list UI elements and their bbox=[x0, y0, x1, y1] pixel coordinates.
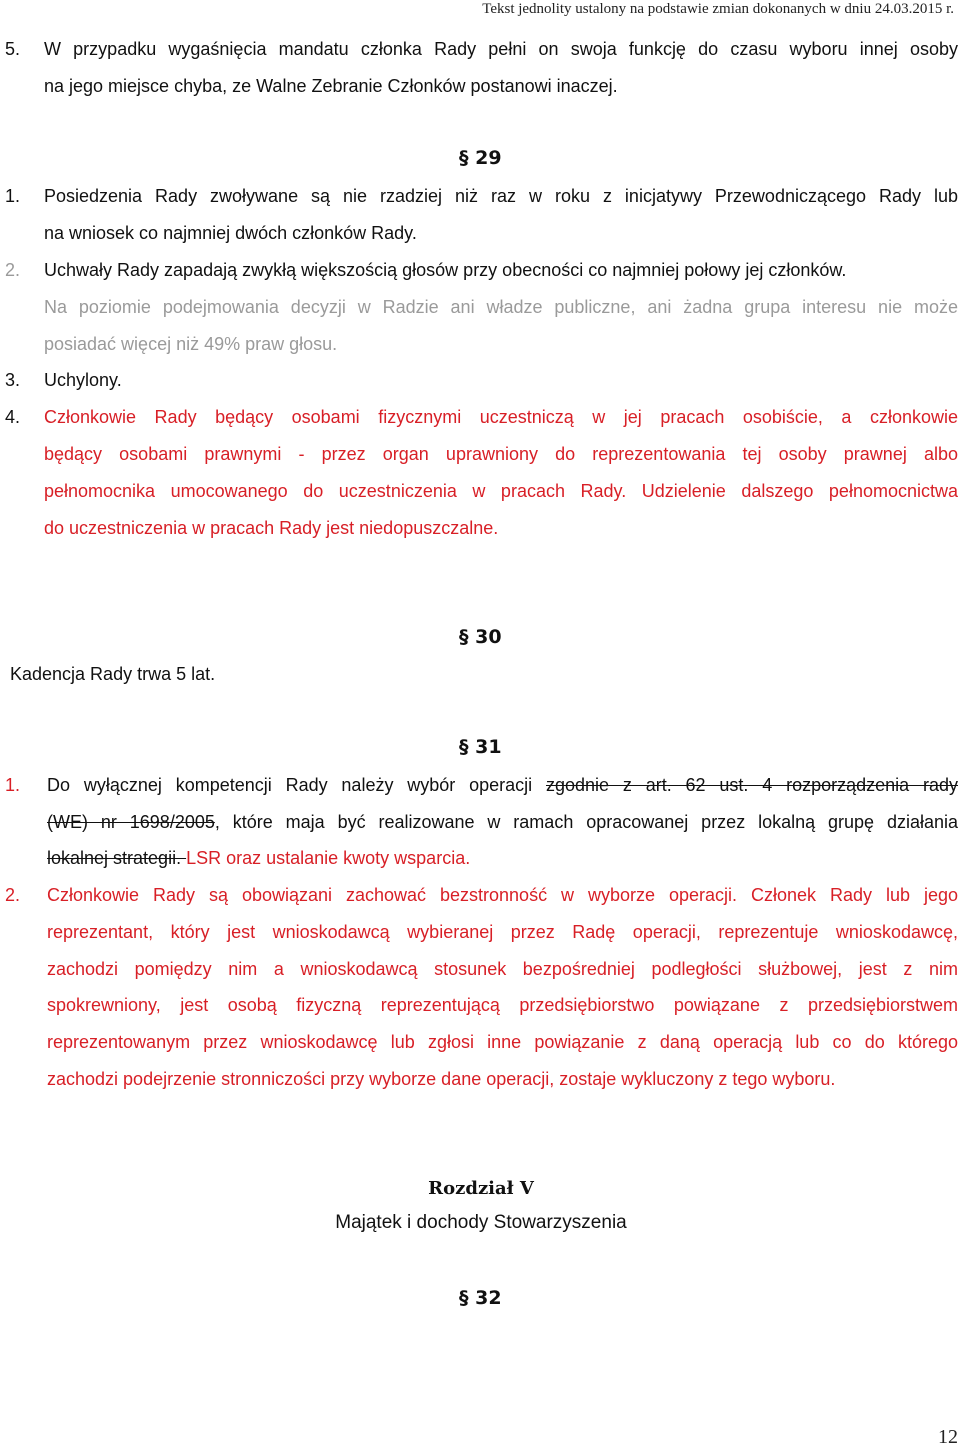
chapter-title: Rozdział V bbox=[428, 1178, 534, 1199]
struck-text: (WE) nr 1698/2005 bbox=[47, 812, 215, 832]
section-31-item-1-line-1 bbox=[0, 767, 960, 804]
item-text: do uczestniczenia w pracach Rady jest niedopuszczalne. bbox=[44, 518, 499, 538]
chapter-subtitle: Majątek i dochody Stowarzyszenia bbox=[335, 1212, 627, 1233]
section-32-title: § 32 bbox=[459, 1287, 502, 1309]
item-number: 4. bbox=[5, 407, 21, 427]
item-text: na jego miejsce chyba, ze Walne Zebranie Członków postanowi inaczej. bbox=[44, 76, 618, 96]
item-text: Członkowie Rady będący osobami fizycznymi uczestniczą w jej pracach osobiście, a członkowie bbox=[44, 407, 958, 427]
text-part: , które maja być realizowane w ramach opracowanej przez lokalną grupę działania bbox=[214, 812, 958, 832]
item-text: pełnomocnika umocowanego do uczestniczenia w pracach Rady. Udzielenie dalszego pełnomocnictwa bbox=[44, 481, 958, 501]
inserted-text: LSR oraz ustalanie kwoty wsparcia. bbox=[186, 848, 471, 868]
section-31-item-1-line-2 bbox=[0, 804, 960, 841]
section-30-text: Kadencja Rady trwa 5 lat. bbox=[10, 664, 216, 684]
text-part: Do wyłącznej kompetencji Rady należy wybór operacji bbox=[47, 775, 546, 795]
item-text: Posiedzenia Rady zwoływane są nie rzadziej niż raz w roku z inicjatywy Przewodniczącego Rady lub bbox=[44, 186, 958, 206]
item-number: 2. bbox=[5, 260, 21, 280]
paragraph-28-item-5-line-1 bbox=[0, 31, 960, 68]
item-text: Na poziomie podejmowania decyzji w Radzie ani władze publiczne, ani żadna grupa interesu nie może bbox=[44, 297, 958, 317]
section-29-item-2-grey-line-1 bbox=[0, 289, 960, 326]
section-31-item-2-line-5 bbox=[0, 1024, 960, 1061]
section-29-item-4-line-2 bbox=[0, 436, 960, 473]
item-number: 3. bbox=[5, 370, 21, 390]
struck-text: zgodnie z art. 62 ust. 4 rozporządzenia rady bbox=[546, 775, 958, 795]
item-text bbox=[47, 767, 958, 804]
item-text: zachodzi podejrzenie stronniczości przy wyborze dane operacji, zostaje wykluczony z tego wyboru. bbox=[47, 1069, 836, 1089]
item-text: Uchylony. bbox=[44, 370, 122, 390]
section-29-item-4-line-3 bbox=[0, 473, 960, 510]
item-text: na wniosek co najmniej dwóch członków Rady. bbox=[44, 223, 417, 243]
item-number: 2. bbox=[5, 885, 21, 905]
section-31-title: § 31 bbox=[459, 736, 502, 758]
item-text: będący osobami prawnymi - przez organ uprawniony do reprezentowania tej osoby prawnej albo bbox=[44, 444, 958, 464]
section-31-item-2-line-3 bbox=[0, 951, 960, 988]
item-text bbox=[47, 804, 958, 841]
header-note: Tekst jednolity ustalony na podstawie zmian dokonanych w dniu 24.03.2015 r. bbox=[482, 1, 954, 17]
item-text: reprezentowanym przez wnioskodawcę lub zgłosi inne powiązanie z daną operacją lub co do którego bbox=[47, 1032, 958, 1052]
section-29-item-2-line-1 bbox=[0, 252, 960, 289]
item-text bbox=[47, 840, 470, 877]
item-text: zachodzi pomiędzy nim a wnioskodawcą stosunek bezpośredniej podległości służbowej, jest z nim bbox=[47, 959, 958, 979]
item-text: Uchwały Rady zapadają zwykłą większością głosów przy obecności co najmniej połowy jej członków. bbox=[44, 260, 847, 280]
section-31-item-2-line-4 bbox=[0, 987, 960, 1024]
section-30-title: § 30 bbox=[459, 626, 502, 648]
item-number: 5. bbox=[5, 39, 21, 59]
item-text: Członkowie Rady są obowiązani zachować bezstronność w wyborze operacji. Członek Rady lub jego bbox=[47, 885, 958, 905]
item-text: posiadać więcej niż 49% praw głosu. bbox=[44, 334, 338, 354]
struck-text: lokalnej strategii. bbox=[47, 848, 187, 868]
section-29-item-1-line-1 bbox=[0, 178, 960, 215]
section-31-item-2-line-1 bbox=[0, 877, 960, 914]
section-31-item-2-line-2 bbox=[0, 914, 960, 951]
item-text: spokrewniony, jest osobą fizyczną reprezentującą przedsiębiorstwo powiązane z przedsiębiorstwem bbox=[47, 995, 958, 1015]
item-number: 1. bbox=[5, 186, 21, 206]
section-29-item-4-line-1 bbox=[0, 399, 960, 436]
page-number: 12 bbox=[938, 1426, 958, 1448]
item-number: 1. bbox=[5, 775, 21, 795]
section-29-title: § 29 bbox=[459, 147, 502, 169]
item-text: reprezentant, który jest wnioskodawcą wybieranej przez Radę operacji, reprezentuje wnioskodawcę, bbox=[47, 922, 958, 942]
item-text: W przypadku wygaśnięcia mandatu członka Rady pełni on swoja funkcję do czasu wyboru innej osoby bbox=[44, 39, 958, 59]
